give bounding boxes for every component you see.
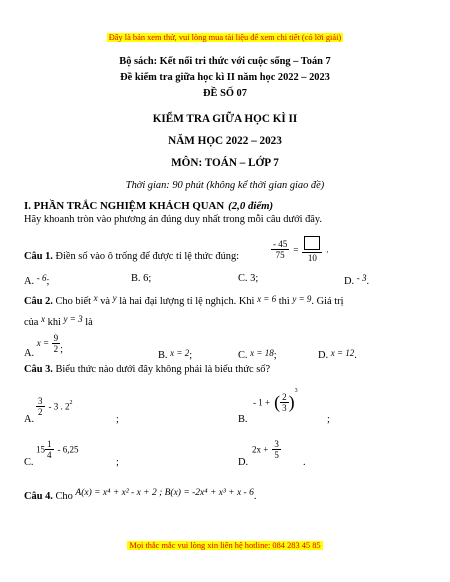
q4-expr: A(x) = x⁴ + x² - x + 2 ; B(x) = -2x⁴ + x³ + x - 6 (75, 488, 254, 498)
q2-option-d[interactable] (318, 348, 357, 361)
q2-label: Câu 2. (24, 296, 53, 307)
q4-end: . (253, 491, 257, 502)
subject-grade: MÔN: TOÁN – LỚP 7 (171, 157, 279, 169)
q3-d-num: 3 (274, 439, 279, 449)
q3-b-fraction (280, 392, 289, 413)
q1-option-b[interactable]: B. 6; (131, 273, 152, 284)
q1-frac1-den: 75 (275, 250, 285, 260)
q2-t1: Cho biết (55, 296, 91, 307)
q2-cond3: y = 3 (63, 314, 83, 324)
q3-a-expr (36, 396, 73, 417)
q3-a-fraction (36, 396, 45, 417)
q1-a-end: ; (46, 276, 50, 287)
q4-stem (24, 488, 256, 502)
q2-stem-line1 (24, 293, 343, 307)
q2-t4: thì (278, 296, 290, 307)
q3-option-a[interactable]: A. (24, 414, 35, 425)
q3-stem (24, 364, 270, 375)
q1-equals: = (293, 244, 299, 255)
section-points: (2,0 điểm) (228, 200, 274, 212)
q3-b-num: 2 (282, 391, 287, 402)
q3-a-exp: 2 (69, 399, 73, 406)
q3-text: Biểu thức nào dưới đây không phải là biểu thức số? (55, 364, 271, 375)
q1-option-a[interactable] (24, 273, 49, 287)
q2-a-fraction (52, 333, 64, 355)
q2-c-label: C. (238, 350, 248, 361)
q3-c-int: 15 (36, 444, 45, 455)
school-year: NĂM HỌC 2022 – 2023 (168, 135, 282, 147)
q3-d-end: . (303, 457, 306, 468)
q3-option-c[interactable]: C. (24, 457, 34, 468)
q2-d-label: D. (318, 350, 329, 361)
q3-b-end: ; (327, 414, 330, 425)
q3-b-exp: 3 (294, 388, 298, 394)
q3-d-pre: 2x + (252, 444, 269, 455)
exam-time: Thời gian: 90 phút (không kể thời gian giao đề) (125, 180, 325, 191)
section-instruction: Hãy khoanh tròn vào phương án đúng duy nhất trong mỗi câu dưới đây. (24, 214, 323, 225)
q3-option-d[interactable]: D. (238, 457, 249, 468)
q2-option-b[interactable] (158, 348, 192, 361)
q1-d-label: D. (344, 276, 355, 287)
q2-a-end: ; (60, 343, 64, 355)
q3-a-den: 2 (38, 407, 43, 417)
q1-a-label: A. (24, 276, 35, 287)
q3-c-num: 1 (47, 439, 52, 449)
q3-option-b[interactable]: B. (238, 414, 248, 425)
q1-a-value: - 6 (36, 273, 47, 283)
q3-b-den: 3 (282, 402, 287, 413)
q1-frac1-num: - 45 (273, 239, 288, 249)
q3-d-fraction (272, 439, 281, 460)
q2-cond2: y = 9 (292, 294, 312, 304)
q3-b-rparen: ) (288, 391, 295, 412)
footer-wrap (0, 535, 450, 553)
q1-text: Điền số vào ô trống để được tỉ lệ thức đúng: (55, 251, 240, 262)
q2-d-value: x = 12 (330, 348, 355, 358)
q2-a-label: A. (24, 347, 35, 359)
top-banner-wrap (0, 27, 450, 45)
q1-end: . (326, 244, 329, 255)
q2-b-label: B. (158, 350, 168, 361)
q1-proportion (271, 236, 329, 263)
q3-d-den: 5 (274, 450, 279, 460)
q2-option-c[interactable] (238, 348, 277, 361)
q2-var-x2: x (41, 314, 46, 324)
q3-b-expr (253, 388, 298, 413)
q2-t6: của (24, 317, 39, 328)
q3-c-expr (36, 439, 79, 460)
q2-b-end: ; (189, 350, 193, 361)
q3-b-pre: - 1 + (253, 397, 271, 408)
q1-fraction-right (302, 236, 322, 263)
book-title: Bộ sách: Kết nối tri thức với cuộc sống – Toán 7 (119, 56, 331, 67)
q2-c-value: x = 18 (250, 348, 274, 358)
q1-d-end: . (366, 276, 370, 287)
q2-cond1: x = 6 (257, 294, 277, 304)
q1-option-c[interactable]: C. 3; (238, 273, 259, 284)
q2-option-a[interactable] (24, 333, 63, 359)
section-title: I. PHẦN TRẮC NGHIỆM KHÁCH QUAN (24, 200, 225, 212)
q2-t2: và (100, 296, 111, 307)
footer-hotline: Mọi thắc mắc vui lòng xin liên hệ hotline: 084 283 45 85 (129, 541, 321, 550)
q3-c-end: ; (116, 457, 119, 468)
top-banner: Đây là bản xem thử, vui lòng mua tài liệu để xem chi tiết (có lời giải) (108, 33, 342, 42)
q1-frac2-den: 10 (307, 253, 317, 263)
q1-option-d[interactable] (344, 273, 369, 287)
q2-stem-line2 (24, 314, 93, 328)
q2-t5: . Giá trị (311, 296, 344, 307)
q2-a-lhs: x = (36, 337, 50, 348)
q3-c-fraction (45, 439, 54, 460)
q2-var-y: y (112, 293, 117, 303)
q3-c-rest: - 6,25 (57, 444, 79, 455)
q1-d-value: - 3 (356, 273, 367, 283)
q2-var-x: x (93, 293, 98, 303)
q1-blank-box[interactable] (302, 236, 322, 253)
q3-a-end: ; (116, 414, 119, 425)
exam-title: Đề kiểm tra giữa học kì II năm học 2022 – 2023 (120, 72, 330, 83)
q2-t3: là hai đại lượng tỉ lệ nghịch. Khi (119, 296, 255, 307)
q3-d-expr (252, 439, 281, 460)
q2-d-end: . (354, 350, 357, 361)
q3-a-rest: - 3 . 2 (48, 401, 70, 412)
q1-fraction-left (271, 239, 289, 260)
exam-heading: KIỂM TRA GIỮA HỌC KÌ II (152, 113, 298, 125)
q4-label: Câu 4. (24, 491, 53, 502)
q4-t1: Cho (55, 491, 73, 502)
q2-a-num: 9 (53, 333, 59, 343)
q3-label: Câu 3. (24, 364, 53, 375)
q2-c-end: ; (273, 350, 277, 361)
q3-c-den: 4 (47, 450, 52, 460)
q3-a-num: 3 (38, 396, 43, 406)
q3-b-lparen: ( (274, 391, 281, 412)
q2-t7: khi (47, 317, 61, 328)
q2-a-den: 2 (53, 344, 59, 354)
exam-number: ĐỀ SỐ 07 (203, 88, 247, 99)
section-heading (24, 196, 273, 214)
q2-t8: là (85, 317, 93, 328)
q1-label: Câu 1. (24, 251, 53, 262)
q1-stem (24, 251, 239, 262)
q2-b-value: x = 2 (170, 348, 190, 358)
